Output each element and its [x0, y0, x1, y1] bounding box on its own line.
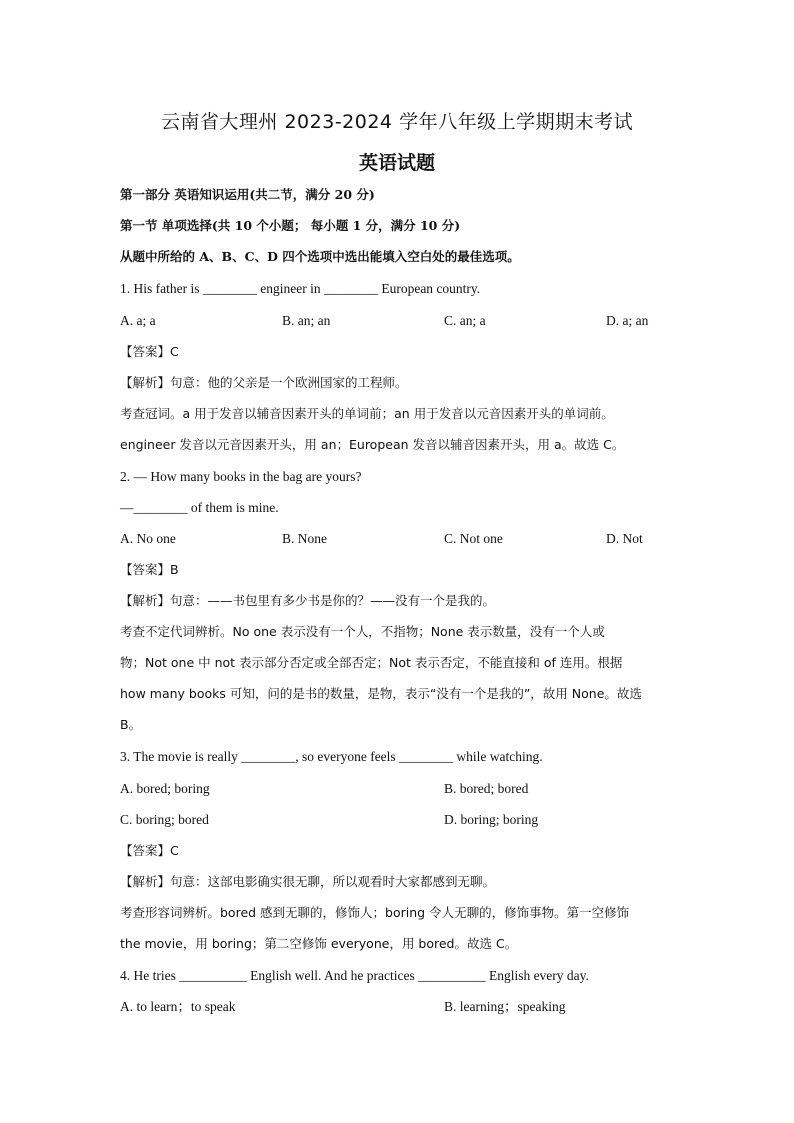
question-3-analysis-line: 考查形容词辨析。bored 感到无聊的，修饰人；boring 令人无聊的，修饰事物。第一空修饰 [120, 905, 630, 920]
question-3-option-d: D. boring; boring [444, 812, 539, 827]
question-3-option-b: B. bored; bored [444, 781, 529, 796]
document-subtitle: 英语试题 [358, 152, 435, 174]
question-3-answer: 【答案】C [120, 843, 179, 858]
question-2-option-a: A. No one [120, 531, 176, 546]
question-2-analysis-line: 【解析】句意：——书包里有多少书是你的？——没有一个是我的。 [120, 593, 496, 608]
question-1-analysis-line: 考查冠词。a 用于发音以辅音因素开头的单词前；an 用于发音以元音因素开头的单词前。 [120, 406, 614, 421]
question-1-option-c: C. an; a [444, 313, 486, 328]
question-1-option-d: D. a; an [606, 313, 649, 328]
question-1-answer: 【答案】C [120, 344, 179, 359]
question-4-option-a: A. to learn；to speak [120, 999, 236, 1014]
question-2-option-c: C. Not one [444, 531, 503, 546]
question-1-option-a: A. a; a [120, 313, 156, 328]
section-heading: 第一节 单项选择(共 10 个小题； 每小题 1 分，满分 10 分) [120, 218, 461, 233]
question-2-option-b: B. None [282, 531, 327, 546]
question-2-analysis-line: 物；Not one 中 not 表示部分否定或全部否定；Not 表示否定，不能直接和 of 连用。根据 [120, 655, 623, 670]
question-3-analysis-line: 【解析】句意：这部电影确实很无聊，所以观看时大家都感到无聊。 [120, 874, 496, 889]
question-2-answer: 【答案】B [120, 562, 179, 577]
question-2-option-d: D. Not [606, 531, 643, 546]
question-1-option-b: B. an; an [282, 313, 331, 328]
question-1-stem: 1. His father is ________ engineer in ________ European country. [120, 281, 481, 296]
question-1-analysis-line: engineer 发音以元音因素开头，用 an；European 发音以辅音因素开头，用 a。故选 C。 [120, 437, 625, 452]
part-heading: 第一部分 英语知识运用(共二节，满分 20 分) [120, 187, 375, 202]
document-title: 云南省大理州 2023-2024 学年八年级上学期期末考试 [160, 111, 634, 133]
question-2-stem-reply: —________ of them is mine. [120, 500, 279, 515]
question-3-analysis-line: the movie，用 boring；第二空修饰 everyone，用 bored。故选 C。 [120, 936, 518, 951]
question-3-option-c: C. boring; bored [120, 812, 209, 827]
question-2-analysis-line: how many books 可知，问的是书的数量，是物，表示“没有一个是我的”，故用 None。故选 [120, 686, 642, 701]
question-3-stem: 3. The movie is really ________, so everyone feels ________ while watching. [120, 749, 543, 764]
question-3-option-a: A. bored; boring [120, 781, 210, 796]
question-2-stem: 2. — How many books in the bag are yours? [120, 469, 362, 484]
question-4-stem: 4. He tries __________ English well. And he practices __________ English every day. [120, 968, 589, 983]
instruction: 从题中所给的 A、B、C、D 四个选项中选出能填入空白处的最佳选项。 [120, 249, 520, 264]
question-2-analysis-line: 考查不定代词辨析。No one 表示没有一个人，不指物；None 表示数量，没有一个人或 [120, 624, 605, 639]
question-4-option-b: B. learning；speaking [444, 999, 566, 1014]
question-1-analysis-line: 【解析】句意：他的父亲是一个欧洲国家的工程师。 [120, 375, 408, 390]
question-2-analysis-line: B。 [120, 717, 142, 732]
